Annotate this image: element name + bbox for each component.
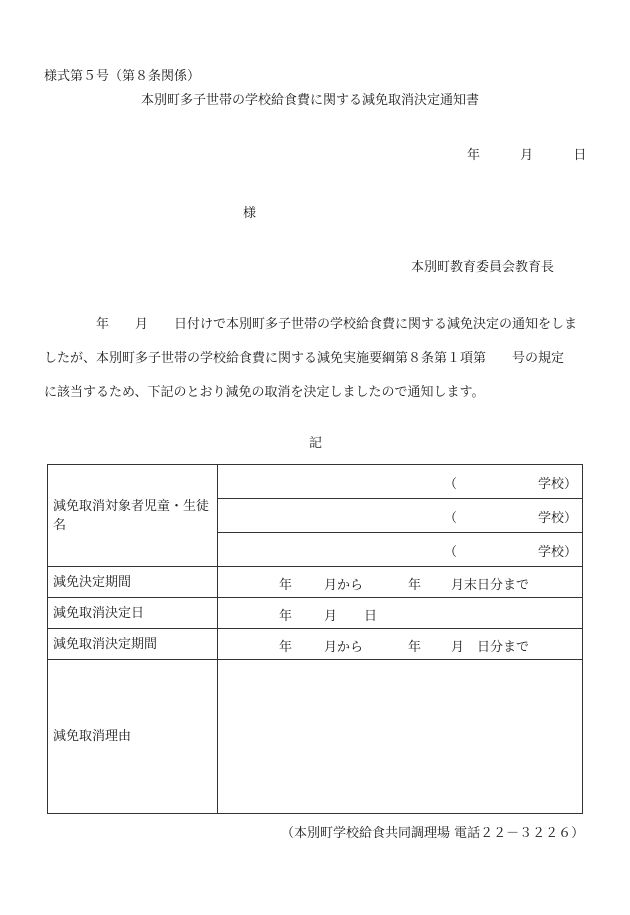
cancel-reason-value [218, 660, 583, 814]
issue-date [467, 144, 586, 163]
body-line-1: 年 月 日付けで本別町多子世帯の学校給食費に関する減免決定の通知をしま [96, 317, 578, 332]
record-table [47, 464, 583, 814]
school-close-label: 学校） [538, 511, 578, 526]
decision-period-value: 年 月から 年 月末日分まで [218, 567, 583, 598]
student-school-entry-3 [218, 533, 583, 567]
school-close-label: 学校） [538, 545, 578, 560]
target-student-label: 減免取消対象者児童・生徒名 [48, 465, 218, 567]
school-close-label: 学校） [538, 477, 578, 492]
body-line-2: したが、本別町多子世帯の学校給食費に関する減免実施要綱第８条第１項第 号の規定 [44, 351, 565, 366]
school-open-paren: （ [444, 545, 458, 560]
document-title: 本別町多子世帯の学校給食費に関する減免取消決定通知書 [141, 93, 480, 108]
table-row-cancel-period [48, 629, 583, 660]
table-row-decision-period [48, 567, 583, 598]
issue-date-month: 月 [520, 148, 534, 163]
decision-period-label: 減免決定期間 [48, 567, 218, 598]
cancel-reason-label: 減免取消理由 [48, 660, 218, 814]
contact-footer: （本別町学校給食共同調理場 電話２２－３２２６） [281, 826, 585, 841]
cancel-period-label: 減免取消決定期間 [48, 629, 218, 660]
school-open-paren: （ [444, 477, 458, 492]
student-school-entry-1 [218, 465, 583, 499]
student-school-entry-2 [218, 499, 583, 533]
cancel-period-value: 年 月から 年 月 日分まで [218, 629, 583, 660]
table-row-target-1 [48, 465, 583, 499]
body-line-3: に該当するため、下記のとおり減免の取消を決定しましたので通知します。 [44, 385, 485, 400]
issue-date-year: 年 [467, 148, 481, 163]
school-open-paren: （ [444, 511, 458, 526]
form-number: 様式第５号（第８条関係） [44, 69, 201, 84]
addressee-honorific: 様 [243, 206, 257, 221]
cancel-date-label: 減免取消決定日 [48, 598, 218, 629]
cancel-date-value: 年 月 日 [218, 598, 583, 629]
record-heading: 記 [309, 436, 323, 451]
sender-name: 本別町教育委員会教育長 [411, 260, 555, 275]
table-row-cancel-date [48, 598, 583, 629]
table-row-cancel-reason [48, 660, 583, 814]
issue-date-day: 日 [573, 148, 587, 163]
